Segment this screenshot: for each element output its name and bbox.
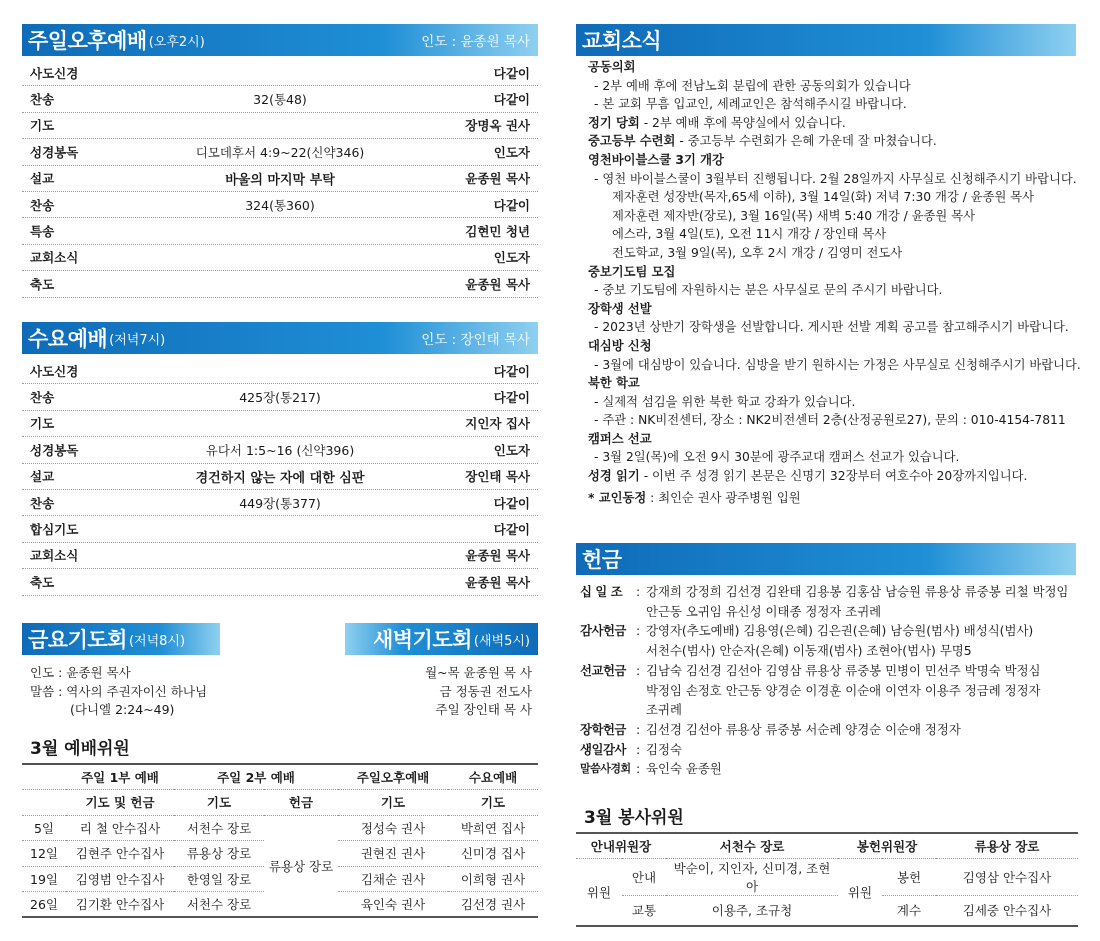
order-row xyxy=(22,464,538,490)
order-row xyxy=(22,139,538,165)
cell: 박순이, 지인자, 신미경, 조현아 xyxy=(666,859,838,896)
offering-names: 강재희 강정희 김선경 김완태 김용봉 김홍삼 남승원 류용상 류중봉 리철 박정임 xyxy=(646,584,1069,599)
offering-names: 박정임 손정호 안근동 양경순 이경훈 이순애 이연자 이용주 정금례 정정자 xyxy=(646,682,1041,698)
wednesday-time: (저녁7시) xyxy=(109,332,166,348)
order-item: 성경봉독 xyxy=(30,442,79,458)
news-inline xyxy=(588,467,1088,486)
order-row xyxy=(22,60,538,86)
order-who: 인도자 xyxy=(493,250,530,266)
order-item: 교회소식 xyxy=(30,250,79,266)
cell: 김기환 안수집사 xyxy=(66,892,174,918)
cell: 김영범 안수집사 xyxy=(66,866,174,892)
offering-type: 말씀사경회 xyxy=(580,762,631,776)
friday-time: (저녁8시) xyxy=(128,633,186,649)
news-heading: 공동의회 xyxy=(588,60,636,74)
order-text: 449장(통377) xyxy=(239,495,321,511)
friday-leader: 인도 : 윤종원 목사 xyxy=(30,665,131,680)
cell: 이용주, 조규청 xyxy=(666,896,838,926)
order-row xyxy=(22,86,538,112)
cell: 서천수 장로 xyxy=(174,892,264,918)
col-head: 주일 2부 예배 xyxy=(174,764,338,790)
news-heading: 북한 학교 xyxy=(588,376,640,391)
offering-all-cell: 류용상 장로 xyxy=(264,815,338,917)
cell: 권현진 권사 xyxy=(338,841,448,867)
order-text: 425장(통217) xyxy=(239,390,321,406)
order-text: 유다서 1:5~16 (신약396) xyxy=(205,442,355,458)
dawn-banner xyxy=(345,623,538,655)
order-who: 윤종원 목사 xyxy=(465,171,530,187)
news-heading: 영천바이블스쿨 3기 개강 xyxy=(588,152,724,167)
dawn-time: (새벽5시) xyxy=(473,633,530,649)
table-header-row xyxy=(22,790,538,816)
col-head: 봉헌위원장 xyxy=(838,833,936,859)
order-item: 성경봉독 xyxy=(30,144,79,160)
cell: 한영일 장로 xyxy=(174,866,264,892)
order-row xyxy=(22,245,538,271)
afternoon-banner xyxy=(22,24,538,56)
offering-type: 생일감사 xyxy=(580,741,626,757)
news-subline: 전도학교, 3월 9일(목), 오후 2시 개강 / 김영미 전도사 xyxy=(612,245,903,260)
friday-scripture: (다니엘 2:24~49) xyxy=(70,702,175,717)
news-heading: 캠퍼스 선교 xyxy=(588,431,652,446)
friday-title: 금요기도회 xyxy=(28,628,127,652)
news-heading: 성경 읽기 xyxy=(588,469,640,484)
offering-row: 선교헌금 : 김남숙 김선경 김선아 김영삼 류용상 류중봉 민병이 민선주 박명숙 박정심 박정임 손정호 안근동 양경순 이경훈 이순애 이연자 이용주 정금례 정정자 조귀례 xyxy=(580,661,1090,720)
order-row xyxy=(22,166,538,192)
offering-row: 장학헌금 : 김선경 김선아 류용상 류중봉 서순례 양경순 이순애 정정자 xyxy=(580,720,1090,740)
order-item: 설교 xyxy=(30,171,55,187)
news-line: - 주관 : NK비전센터, 장소 : NK2비전센터 2층(산정공원로27), 문의 : 010-4154-7811 xyxy=(594,413,1066,428)
news-inline xyxy=(588,114,1088,133)
order-who: 다같이 xyxy=(493,495,530,511)
service-header-row xyxy=(576,833,1078,859)
cell: 박희연 집사 xyxy=(448,815,538,841)
offering-names: 서천수(범사) 안순자(은혜) 이동재(범사) 조현아(범사) 무명5 xyxy=(646,643,972,659)
offering-row: 감사헌금 : 강영자(추도예배) 김용영(은혜) 김은권(은혜) 남승원(범사) 배성식(범사) 서천수(범사) 안순자(은혜) 이동재(범사) 조현아(범사) 무명5 xyxy=(580,621,1090,660)
service-row xyxy=(576,859,1078,896)
offering-names: 육인숙 윤종원 xyxy=(646,761,722,777)
col-head: 헌금 xyxy=(264,790,338,816)
cell: 계수 xyxy=(882,896,936,926)
afternoon-title: 주일오후예배 xyxy=(28,29,147,53)
order-item: 기도 xyxy=(30,416,55,432)
order-who: 다같이 xyxy=(493,522,530,538)
col-head: 기도 xyxy=(448,790,538,816)
service-label: 위원 xyxy=(838,859,882,926)
table-row xyxy=(22,815,538,841)
news-heading: 중고등부 수련회 xyxy=(588,134,676,149)
cell: 신미경 집사 xyxy=(448,841,538,867)
order-text: 32(통48) xyxy=(253,92,307,108)
sermon-title: 경건하지 않는 자에 대한 심판 xyxy=(195,470,365,486)
offering-row: 말씀사경회 : 육인숙 윤종원 xyxy=(580,759,1090,779)
order-item: 찬송 xyxy=(30,92,55,108)
sermon-title: 바울의 마지막 부탁 xyxy=(225,172,335,188)
offering-names: 김선경 김선아 류용상 류중봉 서순례 양경순 이순애 정정자 xyxy=(646,721,961,737)
friday-info xyxy=(30,664,330,720)
date-cell: 5일 xyxy=(22,815,66,841)
cell: 안내 xyxy=(622,859,666,896)
news-line: - 3월에 대심방이 있습니다. 심방을 받기 원하시는 가정은 사무실로 신청해주시기 바랍니다. xyxy=(594,357,1081,372)
order-item: 교회소식 xyxy=(30,548,79,564)
offering-type: 십 일 조 xyxy=(580,584,623,599)
afternoon-time: (오후2시) xyxy=(148,34,205,50)
cell: 리 철 안수집사 xyxy=(66,815,174,841)
order-text: 324(통360) xyxy=(245,197,315,213)
col-head: 주일 1부 예배 xyxy=(66,764,174,790)
order-who: 인도자 xyxy=(493,144,530,160)
wednesday-order xyxy=(22,358,538,596)
order-who: 다같이 xyxy=(493,197,530,213)
col-head: 서천수 장로 xyxy=(666,833,838,859)
date-cell: 26일 xyxy=(22,892,66,918)
offering-banner xyxy=(576,543,1076,575)
cell: 김채순 권사 xyxy=(338,866,448,892)
order-row xyxy=(22,192,538,218)
order-item: 축도 xyxy=(30,574,55,590)
order-text: 디모데후서 4:9~22(신약346) xyxy=(195,144,365,160)
order-row xyxy=(22,516,538,542)
news-subline: 제자훈련 제자반(장로), 3월 16일(목) 새벽 5:40 개강 / 윤종원 목사 xyxy=(612,208,975,223)
offering-names: 안근동 오귀임 유신성 이태종 정정자 조귀례 xyxy=(646,603,882,619)
cell: 정성숙 권사 xyxy=(338,815,448,841)
col-head: 기도 xyxy=(338,790,448,816)
order-row xyxy=(22,113,538,139)
news-title: 교회소식 xyxy=(582,29,662,53)
order-item: 사도신경 xyxy=(30,363,79,379)
news-subline: 에스라, 3월 4일(토), 오전 11시 개강 / 장인태 목사 xyxy=(612,227,887,242)
cell: 김선경 권사 xyxy=(448,892,538,918)
service-row xyxy=(576,896,1078,926)
afternoon-leader: 인도 : 윤종원 목사 xyxy=(421,34,530,50)
news-line: - 본 교회 무흠 입교인, 세례교인은 참석해주시길 바랍니다. xyxy=(594,97,907,112)
cell: 교통 xyxy=(622,896,666,926)
offering-row: 생일감사 : 김정숙 xyxy=(580,740,1090,760)
dawn-line: 월~목 윤종원 목 사 xyxy=(425,665,532,680)
news-subline: 제자훈련 성장반(목자,65세 이하), 3월 14일(화) 저녁 7:30 개강 / 윤종원 목사 xyxy=(612,190,1035,205)
order-who: 윤종원 목사 xyxy=(465,276,530,292)
news-text: - 2부 예배 후에 목양실에서 있습니다. xyxy=(639,115,846,130)
friday-banner xyxy=(22,623,220,655)
service-title: 3월 봉사위원 xyxy=(584,808,684,828)
order-item: 축도 xyxy=(30,276,55,292)
offering-type: 선교헌금 xyxy=(580,662,626,678)
news-heading: * 교인동정 xyxy=(588,490,647,505)
order-item: 찬송 xyxy=(30,390,55,406)
order-who: 다같이 xyxy=(493,65,530,81)
offering-type: 감사헌금 xyxy=(580,623,626,639)
cell: 서천수 장로 xyxy=(174,815,264,841)
news-heading: 정기 당회 xyxy=(588,115,640,130)
order-row xyxy=(22,358,538,384)
order-row xyxy=(22,218,538,244)
dawn-title: 새벽기도회 xyxy=(372,628,472,652)
friday-word: 말씀 : 역사의 주권자이신 하나님 xyxy=(30,683,208,699)
order-who: 인도자 xyxy=(493,442,530,458)
cell: 김영삼 안수집사 xyxy=(936,859,1078,896)
news-line: - 2부 예배 후에 전남노회 분립에 관한 공동의회가 있습니다 xyxy=(594,78,911,93)
order-item: 기도 xyxy=(30,118,55,134)
order-item: 특송 xyxy=(30,224,55,240)
news-text: - 중고등부 수련회가 은혜 가운데 잘 마쳤습니다. xyxy=(675,134,937,149)
order-row xyxy=(22,437,538,463)
offering-type: 장학헌금 xyxy=(580,721,626,737)
order-item: 찬송 xyxy=(30,197,55,213)
order-who: 지인자 집사 xyxy=(465,416,530,432)
news-line: - 영천 바이블스쿨이 3월부터 진행됩니다. 2월 28일까지 사무실로 신청해주시기 바랍니다. xyxy=(594,171,1077,186)
news-heading: 중보기도팀 모집 xyxy=(588,264,676,279)
wednesday-title: 수요예배 xyxy=(28,327,108,351)
wednesday-banner xyxy=(22,322,538,354)
order-row xyxy=(22,411,538,437)
order-item: 사도신경 xyxy=(30,65,79,81)
cell: 김세중 안수집사 xyxy=(936,896,1078,926)
news-text: : 최인순 권사 광주병원 입원 xyxy=(646,490,801,505)
col-head: 기도 및 헌금 xyxy=(66,790,174,816)
news-body xyxy=(588,58,1088,507)
dawn-line: 주일 장인태 목 사 xyxy=(435,702,532,717)
march-worship-table xyxy=(22,763,538,918)
date-cell: 19일 xyxy=(22,866,66,892)
news-heading: 대심방 신청 xyxy=(588,338,652,353)
order-who: 윤종원 목사 xyxy=(465,548,530,564)
news-heading: 장학생 선발 xyxy=(588,301,652,316)
news-text: - 이번 주 성경 읽기 본문은 신명기 32장부터 여호수아 20장까지입니다. xyxy=(639,469,1028,484)
cell: 이희형 권사 xyxy=(448,866,538,892)
cell: 봉헌 xyxy=(882,859,936,896)
col-head: 주일오후예배 xyxy=(338,764,448,790)
news-line: - 중보 기도팀에 자원하시는 분은 사무실로 문의 주시기 바랍니다. xyxy=(594,283,943,298)
march-worship-title: 3월 예배위원 xyxy=(30,739,130,759)
cell: 육인숙 권사 xyxy=(338,892,448,918)
order-who: 다같이 xyxy=(493,92,530,108)
offering-names: 강영자(추도예배) 김용영(은혜) 김은권(은혜) 남승원(범사) 배성식(범사) xyxy=(646,623,1034,639)
dawn-info xyxy=(340,664,532,720)
order-row xyxy=(22,271,538,297)
service-label: 위원 xyxy=(576,859,622,926)
table-header-row xyxy=(22,764,538,790)
col-head: 기도 xyxy=(174,790,264,816)
cell: 류용상 장로 xyxy=(174,841,264,867)
order-item: 합심기도 xyxy=(30,522,79,538)
news-inline xyxy=(588,132,1088,151)
news-line: - 3월 2일(목)에 오전 9시 30분에 광주교대 캠퍼스 선교가 있습니다. xyxy=(594,450,960,465)
order-who: 윤종원 목사 xyxy=(465,574,530,590)
order-item: 설교 xyxy=(30,469,55,485)
order-who: 장명옥 권사 xyxy=(465,118,530,134)
news-line: - 2023년 상반기 장학생을 선발합니다. 게시판 선발 계획 공고를 참고해주시기 바랍니다. xyxy=(594,320,1069,335)
offering-names: 김남숙 김선경 김선아 김영삼 류용상 류중봉 민병이 민선주 박명숙 박정심 xyxy=(646,662,1041,678)
order-row xyxy=(22,490,538,516)
order-who: 다같이 xyxy=(493,390,530,406)
offering-names: 조귀례 xyxy=(646,702,682,718)
offering-list xyxy=(580,582,1090,779)
order-who: 김현민 청년 xyxy=(465,224,530,240)
order-row xyxy=(22,569,538,595)
order-row xyxy=(22,543,538,569)
order-who: 다같이 xyxy=(493,363,530,379)
dawn-line: 금 정동권 전도사 xyxy=(439,683,532,699)
afternoon-order xyxy=(22,60,538,298)
offering-row: 십 일 조 : 강재희 강정희 김선경 김완태 김용봉 김홍삼 남승원 류용상 류중봉 리철 박정임 안근동 오귀임 유신성 이태종 정정자 조귀례 xyxy=(580,582,1090,621)
order-who: 장인태 목사 xyxy=(465,469,530,485)
col-head: 류용상 장로 xyxy=(936,833,1078,859)
service-table xyxy=(576,832,1078,927)
cell: 김현주 안수집사 xyxy=(66,841,174,867)
col-head: 안내위원장 xyxy=(576,833,666,859)
col-head: 수요예배 xyxy=(448,764,538,790)
news-line: - 실제적 섬김을 위한 북한 학교 강좌가 있습니다. xyxy=(594,394,856,409)
news-banner xyxy=(576,24,1076,56)
order-row xyxy=(22,384,538,410)
date-cell: 12일 xyxy=(22,841,66,867)
news-inline xyxy=(588,489,1088,508)
wednesday-leader: 인도 : 장인태 목사 xyxy=(421,332,530,348)
order-item: 찬송 xyxy=(30,495,55,511)
offering-title: 헌금 xyxy=(582,548,622,572)
offering-names: 김정숙 xyxy=(646,741,682,757)
